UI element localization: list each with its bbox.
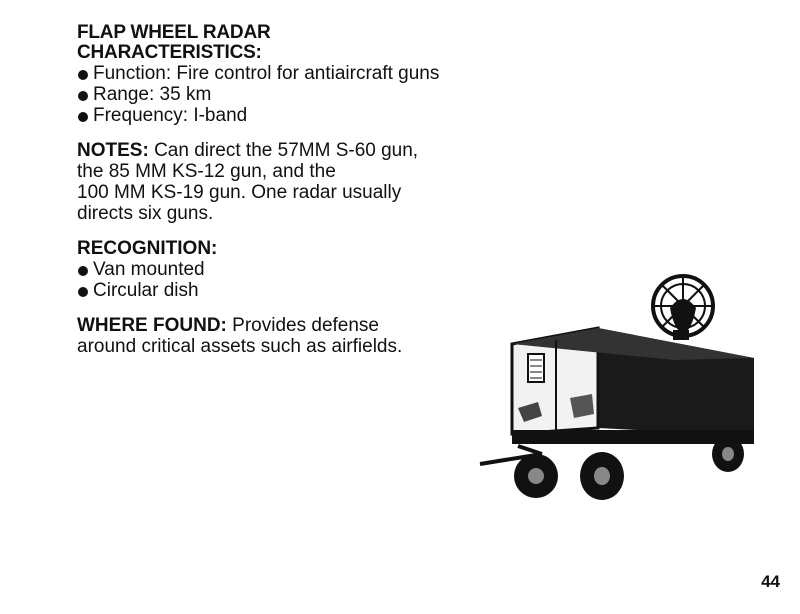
notes-section [77, 140, 547, 224]
title-line-2: CHARACTERISTICS: [77, 42, 262, 63]
recognition-list [77, 259, 547, 301]
recognition-heading: RECOGNITION: [77, 238, 218, 259]
circular-dish [653, 276, 713, 340]
where-found-label: WHERE FOUND: [77, 315, 227, 336]
van-body [512, 328, 754, 436]
notes-label: NOTES: [77, 140, 149, 161]
notes-line-4: directs six guns. [77, 203, 214, 224]
recognition-item-van: Van mounted [77, 259, 547, 280]
where-found-section [77, 315, 547, 357]
characteristic-range: Range: 35 km [77, 84, 547, 105]
characteristic-function: Function: Fire control for antiaircraft guns [77, 63, 547, 84]
notes-line-1 [77, 140, 547, 161]
where-found-text-1: Provides defense [232, 315, 379, 336]
where-found-line-2: around critical assets such as airfields. [77, 336, 403, 357]
trailer-chassis [480, 430, 754, 500]
title-line-1: FLAP WHEEL RADAR [77, 22, 271, 43]
recognition-item-dish: Circular dish [77, 280, 547, 301]
text-column [77, 23, 547, 357]
notes-text-1: Can direct the 57MM S-60 gun, [154, 140, 419, 161]
characteristic-frequency: Frequency: I-band [77, 105, 547, 126]
page-number: 44 [761, 572, 780, 591]
notes-line-2: the 85 MM KS-12 gun, and the [77, 161, 336, 182]
recognition-section [77, 238, 547, 301]
where-found-line-1 [77, 315, 547, 336]
characteristics-list [77, 63, 547, 126]
radar-van-illustration [478, 268, 768, 506]
notes-line-3: 100 MM KS-19 gun. One radar usually [77, 182, 402, 203]
